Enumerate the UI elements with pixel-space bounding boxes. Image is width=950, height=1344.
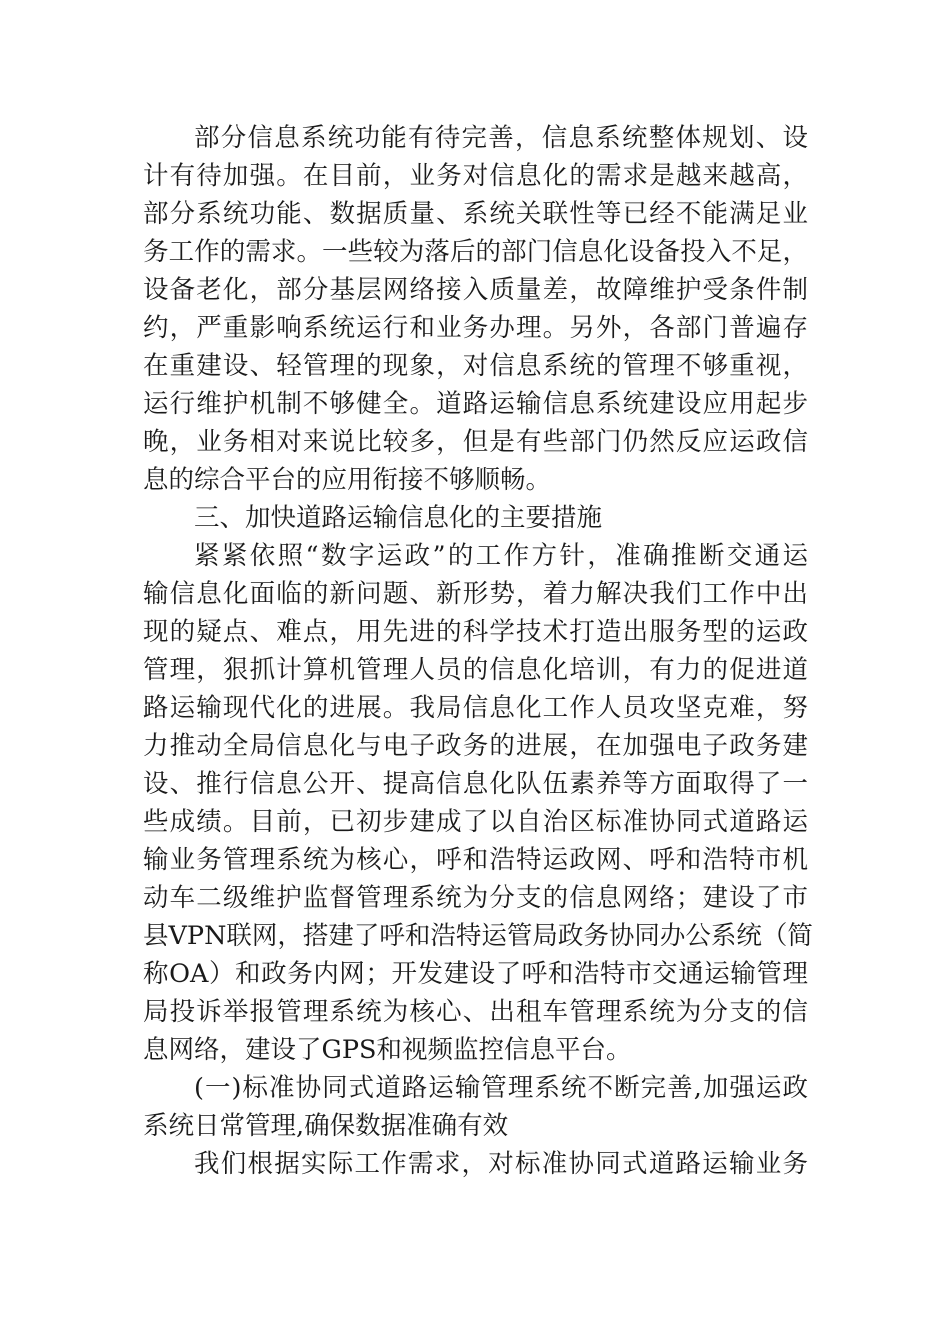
text-line: 息网络，建设了GPS和视频监控信息平台。 [143, 1035, 632, 1065]
subsection-heading [143, 1069, 808, 1145]
text-line: 运行维护机制不够健全。道路运输信息系统建设应用起步 [143, 389, 808, 419]
text-line: 输信息化面临的新问题、新形势，着力解决我们工作中出 [143, 579, 808, 609]
text-line: 县VPN联网，搭建了呼和浩特运管局政务协同办公系统（简 [143, 921, 813, 951]
text-line: 力推动全局信息化与电子政务的进展，在加强电子政务建 [143, 731, 808, 761]
heading-text: 系统日常管理,确保数据准确有效 [143, 1111, 509, 1141]
text-line: 管理，狠抓计算机管理人员的信息化培训，有力的促进道 [143, 655, 808, 685]
text-line: 部分信息系统功能有待完善，信息系统整体规划、设 [194, 123, 808, 153]
text-line: 我们根据实际工作需求，对标准协同式道路运输业务 [194, 1149, 808, 1179]
text-line: 设备老化，部分基层网络接入质量差，故障维护受条件制 [143, 275, 808, 305]
text-line: 些成绩。目前，已初步建成了以自治区标准协同式道路运 [143, 807, 808, 837]
text-line: 晚，业务相对来说比较多，但是有些部门仍然反应运政信 [143, 427, 808, 457]
heading-text: 三、加快道路运输信息化的主要措施 [194, 503, 603, 533]
paragraph-work-needs [143, 1145, 808, 1183]
text-line: 息的综合平台的应用衔接不够顺畅。 [143, 465, 552, 495]
text-line: 局投诉举报管理系统为核心、出租车管理系统为分支的信 [143, 997, 808, 1027]
text-line: 路运输现代化的进展。我局信息化工作人员攻坚克难，努 [143, 693, 808, 723]
text-line: 紧紧依照“数字运政”的工作方针，准确推断交通运 [194, 541, 808, 571]
text-line: 称OA）和政务内网；开发建设了呼和浩特市交通运输管理 [143, 959, 808, 989]
heading-text: (一)标准协同式道路运输管理系统不断完善,加强运政 [194, 1073, 808, 1103]
text-line: 约，严重影响系统运行和业务办理。另外，各部门普遍存 [143, 313, 808, 343]
document-body [143, 119, 813, 1183]
paragraph-system-shortcomings [143, 119, 808, 499]
paragraph-measures [143, 537, 813, 1069]
section-heading [143, 499, 808, 537]
text-line: 计有待加强。在目前，业务对信息化的需求是越来越高， [143, 161, 808, 191]
text-line: 现的疑点、难点，用先进的科学技术打造出服务型的运政 [143, 617, 808, 647]
text-line: 在重建设、轻管理的现象，对信息系统的管理不够重视， [143, 351, 808, 381]
text-line: 动车二级维护监督管理系统为分支的信息网络；建设了市 [143, 883, 808, 913]
text-line: 设、推行信息公开、提高信息化队伍素养等方面取得了一 [143, 769, 808, 799]
text-line: 输业务管理系统为核心，呼和浩特运政网、呼和浩特市机 [143, 845, 808, 875]
text-line: 务工作的需求。一些较为落后的部门信息化设备投入不足， [143, 237, 808, 267]
text-line: 部分系统功能、数据质量、系统关联性等已经不能满足业 [143, 199, 808, 229]
